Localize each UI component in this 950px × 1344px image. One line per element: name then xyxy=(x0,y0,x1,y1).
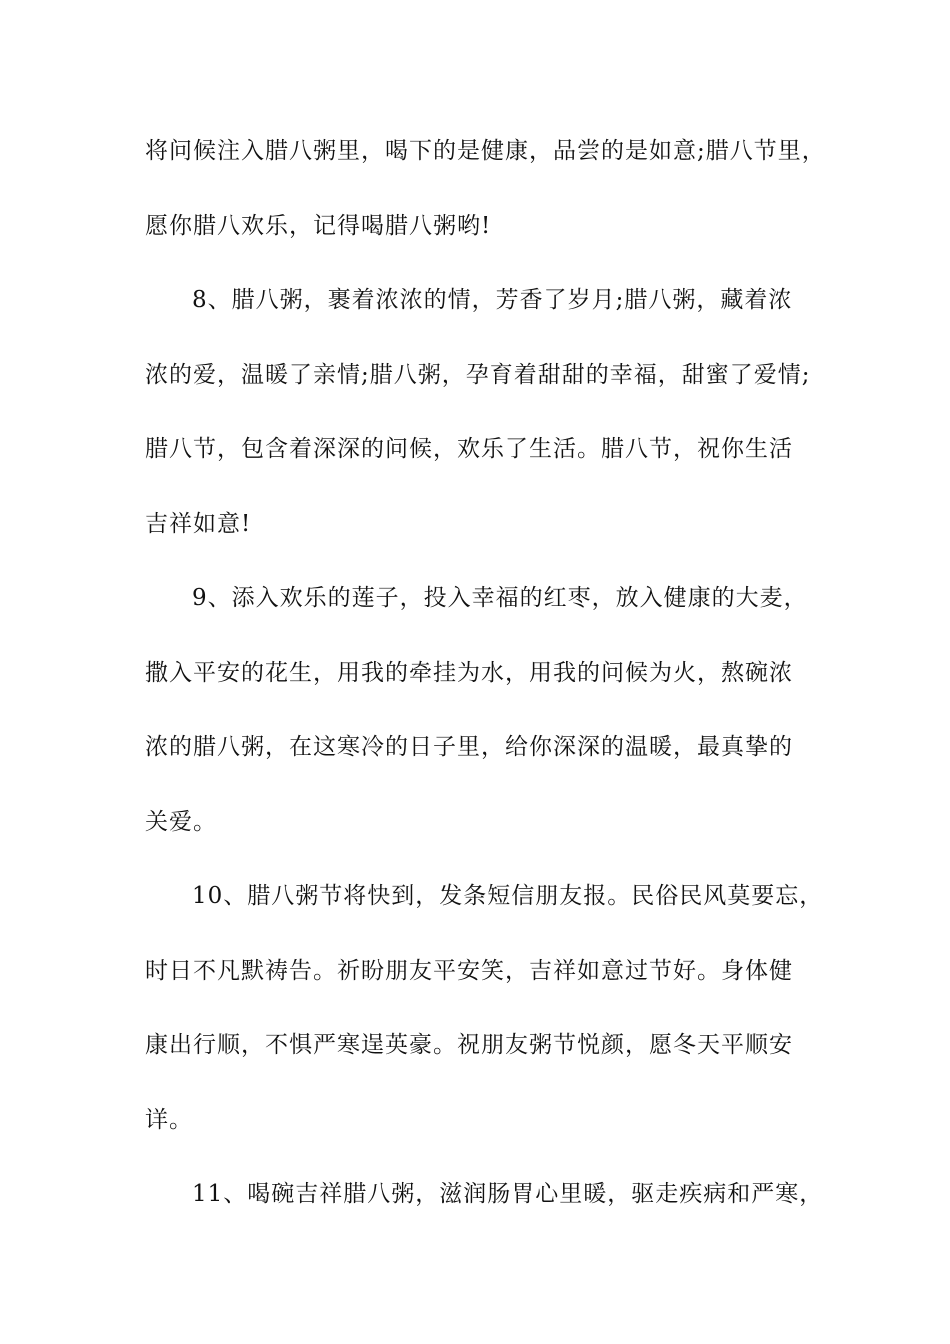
text-line-continuation: 将问候注入腊八粥里，喝下的是健康，品尝的是如意;腊八节里， xyxy=(145,138,826,164)
document-body xyxy=(145,124,825,1242)
text-line: 详。 xyxy=(145,1106,193,1133)
text-line: 时日不凡默祷告。祈盼朋友平安笑，吉祥如意过节好。身体健 xyxy=(145,957,793,984)
text-line: 撒入平安的花生，用我的牵挂为水，用我的问候为火，熬碗浓 xyxy=(145,659,793,686)
paragraph-11-start: 11、喝碗吉祥腊八粥，滋润肠胃心里暖，驱走疾病和严寒， xyxy=(192,1181,824,1207)
paragraph-9-start: 9、添入欢乐的莲子，投入幸福的红枣，放入健康的大麦， xyxy=(192,585,808,611)
text-line-continuation: 愿你腊八欢乐，记得喝腊八粥哟! xyxy=(145,212,492,239)
text-line: 浓的腊八粥，在这寒冷的日子里，给你深深的温暖，最真挚的 xyxy=(145,734,793,760)
text-line: 康出行顺，不惧严寒逞英豪。祝朋友粥节悦颜，愿冬天平顺安 xyxy=(145,1032,793,1058)
paragraph-10-start: 10、腊八粥节将快到，发条短信朋友报。民俗民风莫要忘， xyxy=(192,883,824,909)
text-line: 腊八节，包含着深深的问候，欢乐了生活。腊八节，祝你生活 xyxy=(145,436,793,462)
text-line: 浓的爱，温暖了亲情;腊八粥，孕育着甜甜的幸福，甜蜜了爱情; xyxy=(145,361,811,388)
paragraph-8-start: 8、腊八粥，裹着浓浓的情，芳香了岁月;腊八粥，藏着浓 xyxy=(192,287,793,313)
text-line: 吉祥如意! xyxy=(145,510,252,537)
text-line: 关爱。 xyxy=(145,808,217,835)
